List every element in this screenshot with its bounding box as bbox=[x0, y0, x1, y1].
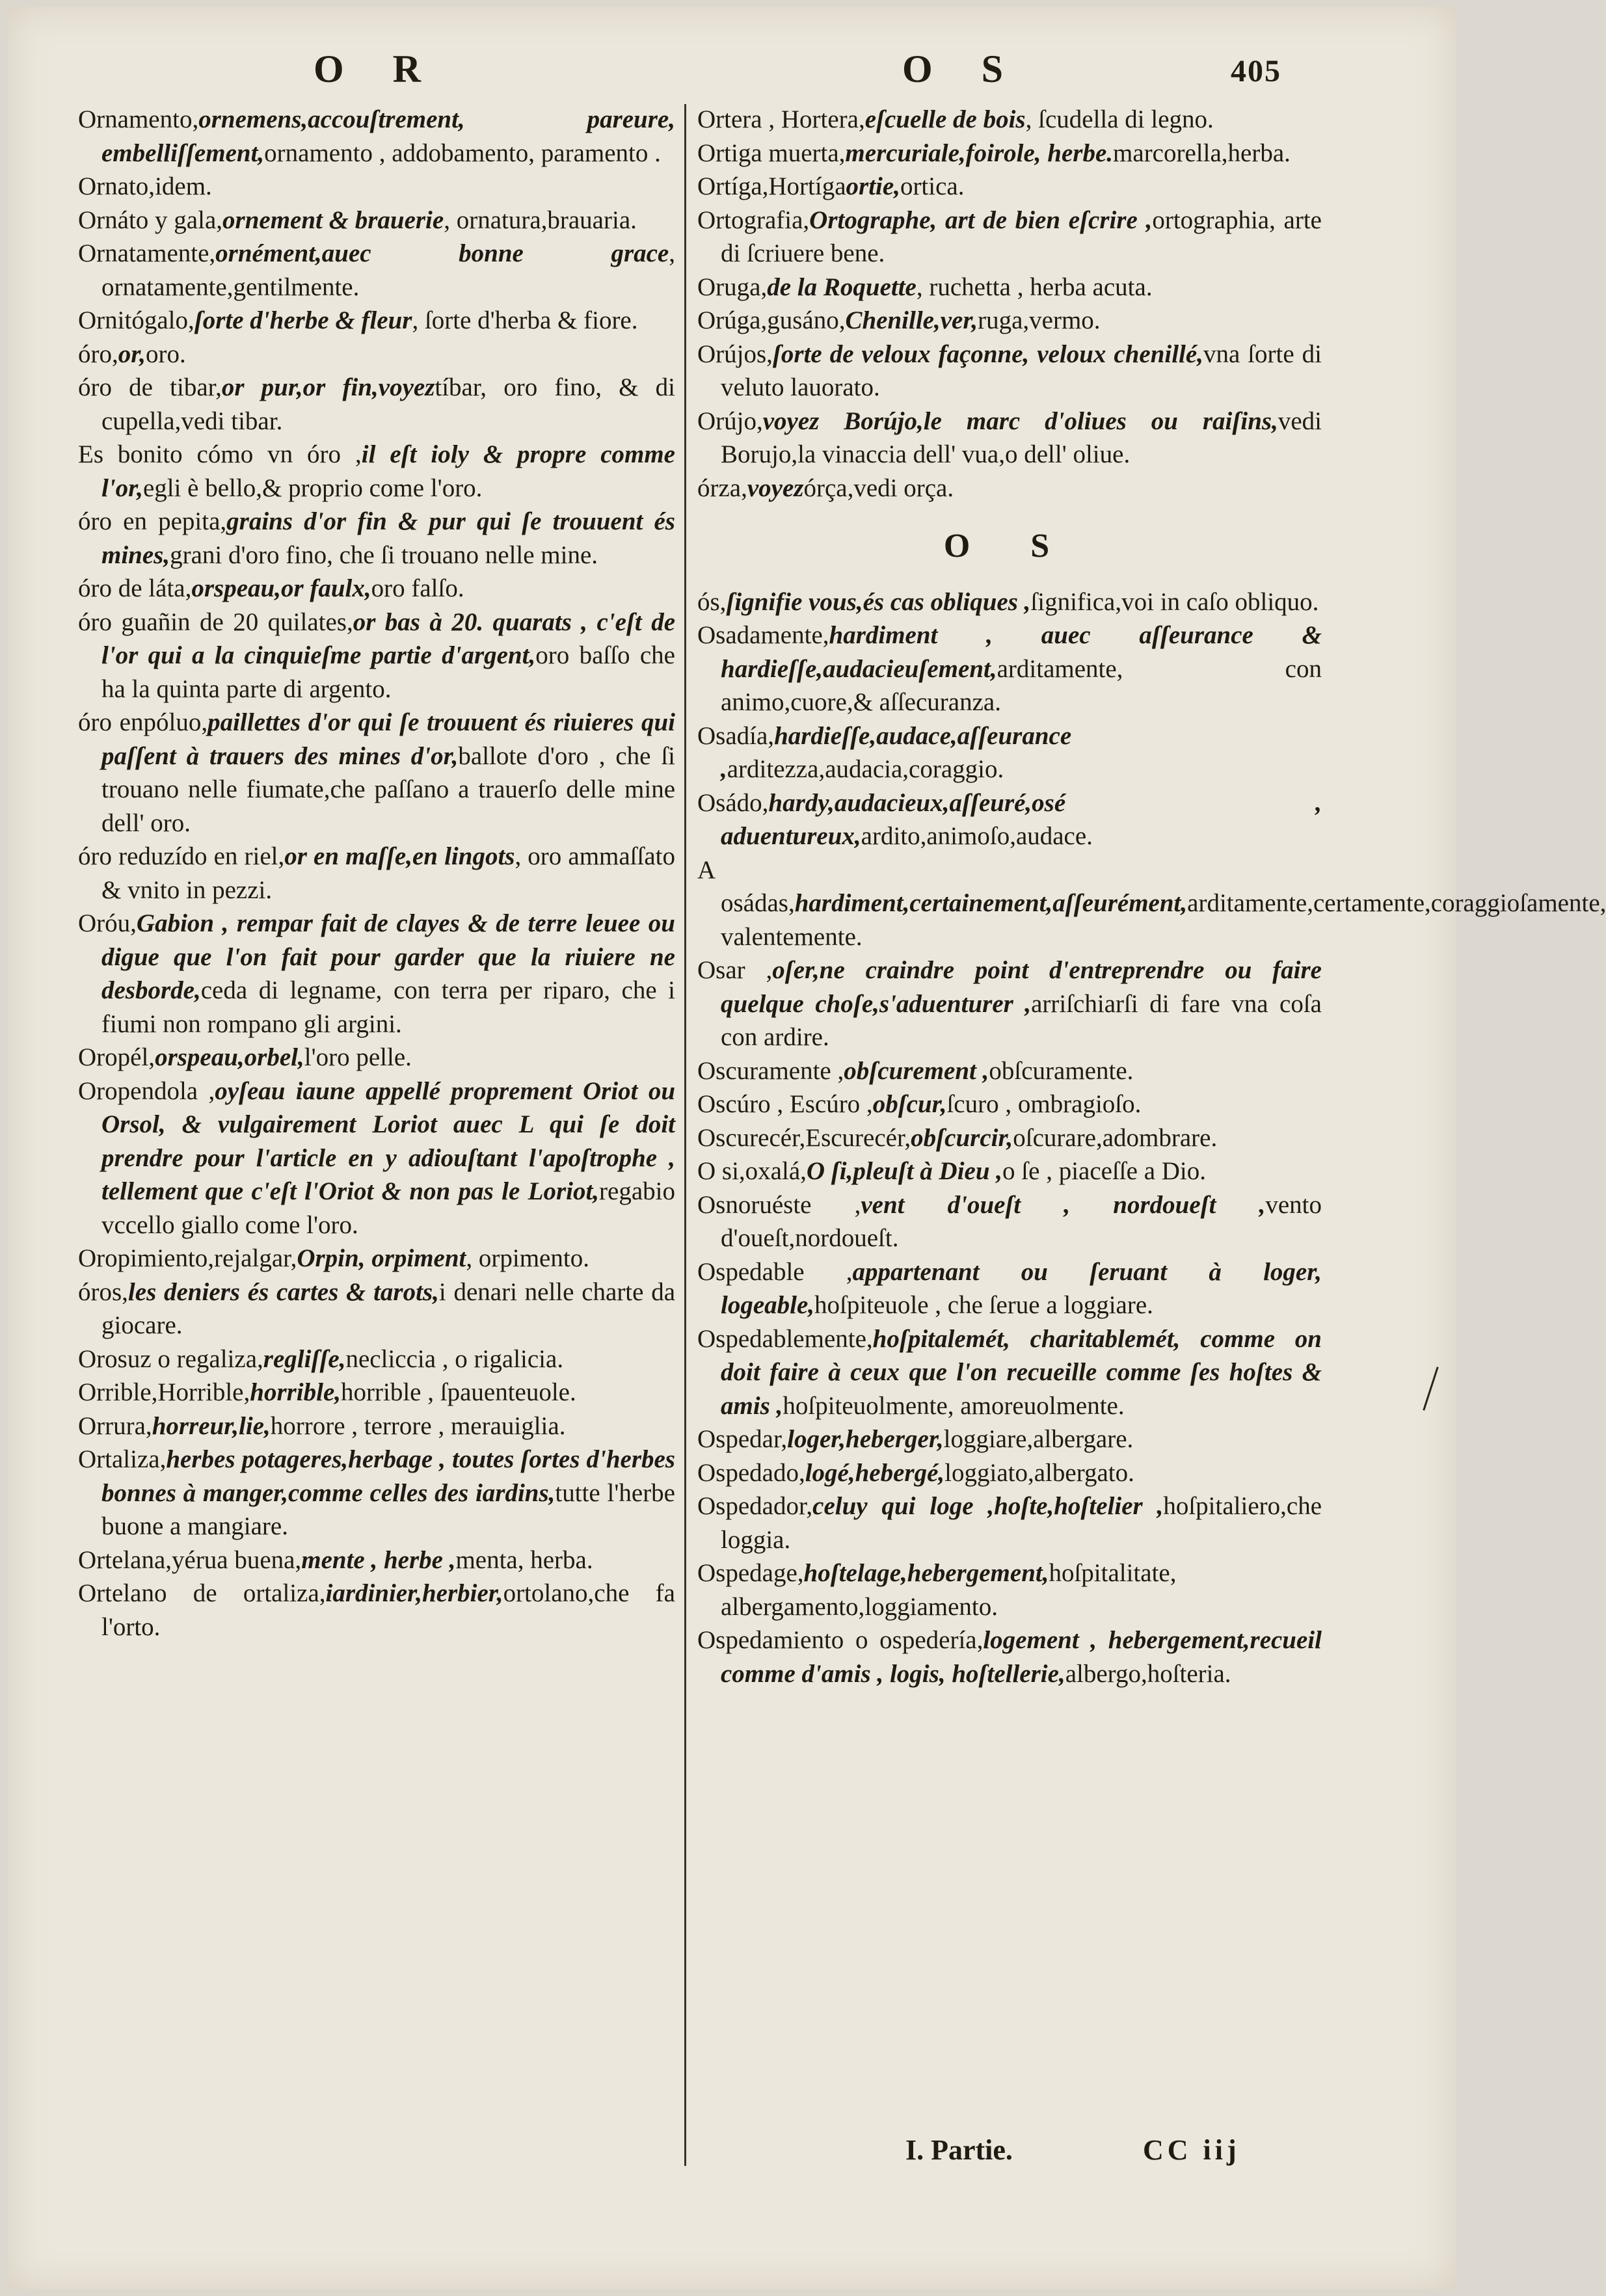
spanish-headword: Ornato, bbox=[78, 172, 155, 200]
dictionary-entry bbox=[697, 1054, 1322, 1088]
italian-gloss: hoſpitaliero,che loggia. bbox=[721, 1492, 1322, 1554]
italian-gloss: ortographia, arte di ſcriuere bene. bbox=[721, 206, 1322, 267]
dictionary-entry bbox=[697, 1121, 1322, 1155]
french-gloss: paillettes d'or qui ſe trouuent és riuieres qui paſſent à trauers des mines d'or, bbox=[101, 708, 675, 770]
dictionary-entry bbox=[78, 907, 675, 1041]
spanish-headword: Ornitógalo, bbox=[78, 306, 194, 334]
italian-gloss: ruga,vermo. bbox=[978, 306, 1101, 334]
italian-gloss: , ſorte d'herba & fiore. bbox=[412, 306, 638, 334]
dictionary-entry bbox=[697, 1188, 1322, 1255]
italian-gloss: hoſpiteuolmente, amoreuolmente. bbox=[783, 1391, 1125, 1420]
french-gloss: herbes potageres,herbage , toutes ſortes d'herbes bonnes à manger,comme celles des iardins, bbox=[101, 1445, 675, 1507]
french-gloss: hoſpitalemét, charitablemét, comme on doit faire à ceux que l'on recueille comme ſes hoſtes & amis , bbox=[721, 1324, 1322, 1420]
dictionary-entry bbox=[697, 619, 1322, 719]
spanish-headword: óros, bbox=[78, 1277, 128, 1306]
dictionary-entry bbox=[78, 338, 675, 371]
french-gloss: celuy qui loge ,hoſte,hoſtelier , bbox=[812, 1492, 1164, 1520]
spanish-headword: Ornamento, bbox=[78, 105, 199, 133]
italian-gloss: ſignifica,voi in caſo obliquo. bbox=[1030, 587, 1319, 616]
italian-gloss: necliccia , o rigalicia. bbox=[345, 1344, 564, 1373]
italian-gloss: tutte l'herbe buone a mangiare. bbox=[101, 1478, 675, 1540]
french-gloss: ſorte d'herbe & fleur bbox=[194, 306, 412, 334]
french-gloss: loger,heberger, bbox=[787, 1425, 944, 1453]
italian-gloss: grani d'oro fino, che ſi trouano nelle mine. bbox=[170, 541, 598, 569]
french-gloss: hardy,audacieux,aſſeuré,osé , aduentureux, bbox=[721, 788, 1322, 850]
italian-gloss: vedi Borujo,la vinaccia dell' vua,o dell' oliue. bbox=[721, 407, 1322, 468]
spanish-headword: óro de tibar, bbox=[78, 373, 222, 401]
spanish-headword: Oropimiento,rejalgar, bbox=[78, 1244, 297, 1272]
french-gloss: obſcur, bbox=[872, 1090, 947, 1118]
italian-gloss: oro. bbox=[146, 340, 186, 368]
spanish-headword: Osadía, bbox=[697, 721, 775, 750]
section-heading-os: O S bbox=[943, 527, 1076, 565]
italian-gloss: , oro ammaſſato & vnito in pezzi. bbox=[101, 842, 675, 904]
dictionary-entry bbox=[78, 1242, 675, 1275]
spanish-headword: óro en pepita, bbox=[78, 507, 227, 535]
french-gloss: de la Roquette bbox=[767, 273, 917, 301]
spanish-headword: Ornatamente, bbox=[78, 239, 216, 267]
italian-gloss: oſcurare,adombrare. bbox=[1013, 1123, 1218, 1152]
italian-gloss: horrore , terrore , merauiglia. bbox=[270, 1411, 566, 1440]
spanish-headword: Oscúro , Escúro , bbox=[697, 1090, 873, 1118]
italian-gloss: obſcuramente. bbox=[989, 1056, 1134, 1085]
french-gloss: obſcurement , bbox=[844, 1056, 989, 1085]
spanish-headword: Osnoruéste , bbox=[697, 1190, 861, 1219]
dictionary-entry bbox=[78, 840, 675, 907]
dictionary-entry bbox=[697, 271, 1322, 304]
french-gloss: O ſi,pleuſt à Dieu , bbox=[806, 1157, 1003, 1185]
italian-gloss: , ornatura,brauaria. bbox=[444, 206, 637, 234]
spanish-headword: Ospedar, bbox=[697, 1425, 788, 1453]
french-gloss: or pur,or fin,voyez bbox=[221, 373, 435, 401]
italian-gloss: vento d'oueſt,nordoueſt. bbox=[721, 1190, 1322, 1252]
spanish-headword: óro guañin de 20 quilates, bbox=[78, 607, 353, 636]
dictionary-entry bbox=[78, 1041, 675, 1075]
french-gloss: Chenille,ver, bbox=[845, 306, 978, 334]
dictionary-entry bbox=[697, 1322, 1322, 1423]
dictionary-entry bbox=[78, 572, 675, 606]
dictionary-entry bbox=[78, 1342, 675, 1376]
spanish-headword: Oscuramente , bbox=[697, 1056, 844, 1085]
italian-gloss: horrible , ſpauenteuole. bbox=[341, 1378, 576, 1406]
spanish-headword: Ospedage, bbox=[697, 1559, 804, 1587]
column-divider bbox=[684, 104, 686, 2166]
dictionary-entry bbox=[78, 438, 675, 505]
spanish-headword: Ortelano de ortaliza, bbox=[78, 1579, 326, 1607]
french-gloss: hoſtelage,hebergement, bbox=[803, 1559, 1049, 1587]
french-gloss: iardinier,herbier, bbox=[325, 1579, 503, 1607]
french-gloss: logé,hebergé, bbox=[805, 1458, 945, 1487]
right-column bbox=[697, 103, 1606, 1690]
italian-gloss: o ſe , piaceſſe a Dio. bbox=[1002, 1157, 1206, 1185]
spanish-headword: Oscurecér,Escurecér, bbox=[697, 1123, 911, 1152]
spanish-headword: Osar , bbox=[697, 956, 773, 984]
italian-gloss: vna ſorte di veluto lauorato. bbox=[721, 340, 1322, 401]
french-gloss: orspeau,orbel, bbox=[155, 1043, 304, 1071]
dictionary-entry bbox=[697, 338, 1322, 405]
spanish-headword: Ornáto y gala, bbox=[78, 206, 223, 234]
dictionary-entry bbox=[697, 1422, 1322, 1456]
french-gloss: Orpin, orpiment bbox=[297, 1244, 466, 1272]
spanish-headword: Osadamente, bbox=[697, 621, 829, 649]
italian-gloss: loggiare,albergare. bbox=[943, 1425, 1134, 1453]
running-head-left: O R bbox=[314, 47, 440, 90]
italian-gloss: ardito,animoſo,audace. bbox=[861, 822, 1093, 850]
french-gloss: oyſeau iaune appellé proprement Oriot ou Orsol, & vulgairement Loriot auec L qui ſe doit prendre pour l'article en y adiouſtant l'apoſtrophe , tellement que c'eſt l'Oriot & non pas le Loriot, bbox=[101, 1076, 676, 1205]
spanish-headword: Ortíga,Hortíga bbox=[697, 172, 846, 200]
french-gloss: ſignifie vous,és cas obliques , bbox=[726, 587, 1031, 616]
spanish-headword: Ospedador, bbox=[697, 1492, 813, 1520]
dictionary-entry bbox=[697, 1623, 1322, 1690]
french-gloss: logement , hebergement,recueil comme d'amis , logis, hoſtellerie, bbox=[721, 1626, 1322, 1688]
french-gloss: or, bbox=[118, 340, 146, 368]
french-gloss: eſcuelle de bois bbox=[864, 105, 1026, 133]
italian-gloss: ortica. bbox=[900, 172, 965, 200]
spanish-headword: ós, bbox=[697, 587, 727, 616]
spanish-headword: Orrura, bbox=[78, 1411, 152, 1440]
dictionary-entry bbox=[78, 304, 675, 338]
italian-gloss: órça,vedi orça. bbox=[803, 474, 954, 502]
dictionary-entry bbox=[697, 853, 1606, 954]
french-gloss: Ortographe, art de bien eſcrire , bbox=[809, 206, 1153, 234]
french-gloss: horreur,lie, bbox=[152, 1411, 271, 1440]
french-gloss: horrible, bbox=[250, 1378, 341, 1406]
french-gloss: or bas à 20. quarats , c'eſt de l'or qui a la cinquieſme partie d'argent, bbox=[101, 607, 675, 669]
italian-gloss: arditezza,audacia,coraggio. bbox=[727, 755, 1004, 783]
dictionary-page bbox=[8, 7, 1606, 2289]
spanish-headword: óro, bbox=[78, 340, 118, 368]
spanish-headword: Oruga, bbox=[697, 273, 768, 301]
french-gloss: hardiment , auec aſſeurance & hardieſſe,audacieuſement, bbox=[721, 621, 1322, 683]
italian-gloss: hoſpiteuole , che ſerue a loggiare. bbox=[814, 1291, 1153, 1319]
french-gloss: mente , herbe , bbox=[301, 1545, 456, 1574]
spanish-headword: Ortera , Hortera, bbox=[697, 105, 865, 133]
right-column-os-entries bbox=[697, 585, 1606, 1691]
italian-gloss: ballote d'oro , che ſi trouano nelle fiumate,che paſſano a trauerſo delle mine dell' oro. bbox=[101, 741, 676, 837]
italian-gloss: menta, herba. bbox=[455, 1545, 593, 1574]
french-gloss: ſorte de veloux façonne, veloux chenillé, bbox=[772, 340, 1203, 368]
spanish-headword: Ospedable , bbox=[697, 1257, 853, 1286]
spanish-headword: óro enpóluo, bbox=[78, 708, 208, 736]
french-gloss: ornement & brauerie bbox=[222, 206, 444, 234]
spanish-headword: Oróu, bbox=[78, 909, 137, 937]
french-gloss: ortie, bbox=[846, 172, 900, 200]
dictionary-entry bbox=[697, 405, 1322, 472]
french-gloss: il eſt ioly & propre comme l'or, bbox=[101, 440, 675, 502]
spanish-headword: Ospedado, bbox=[697, 1458, 805, 1487]
spanish-headword: Ortografia, bbox=[697, 206, 810, 234]
dictionary-entry bbox=[697, 954, 1322, 1054]
spanish-headword: Ortiga muerta, bbox=[697, 139, 846, 167]
italian-gloss: , ruchetta , herba acuta. bbox=[916, 273, 1153, 301]
italian-gloss: , orpimento. bbox=[466, 1244, 589, 1272]
italian-gloss: l'oro pelle. bbox=[304, 1043, 412, 1071]
italian-gloss: oro falſo. bbox=[371, 574, 464, 602]
italian-gloss: i denari nelle charte da giocare. bbox=[101, 1277, 676, 1339]
spanish-headword: Oropél, bbox=[78, 1043, 155, 1071]
dictionary-entry bbox=[697, 1456, 1322, 1490]
dictionary-entry bbox=[697, 1489, 1322, 1556]
french-gloss: hardiment,certainement,aſſeurément, bbox=[794, 889, 1188, 917]
french-gloss: les deniers és cartes & tarots, bbox=[127, 1277, 439, 1306]
italian-gloss: arditamente, con animo,cuore,& aſſecuranza. bbox=[721, 654, 1322, 716]
spanish-headword: Es bonito cómo vn óro , bbox=[78, 440, 362, 468]
spanish-headword: Orosuz o regaliza, bbox=[78, 1344, 263, 1373]
dictionary-entry bbox=[697, 137, 1322, 170]
french-gloss: voyez bbox=[747, 474, 804, 502]
french-gloss: oſer,ne craindre point d'entreprendre ou faire quelque choſe,s'aduenturer , bbox=[721, 956, 1322, 1018]
dictionary-entry bbox=[78, 1443, 675, 1543]
dictionary-entry bbox=[78, 170, 675, 204]
french-gloss: grains d'or fin & pur qui ſe trouuent és mines, bbox=[101, 507, 675, 569]
french-gloss: obſcurcir, bbox=[911, 1123, 1013, 1152]
dictionary-entry bbox=[697, 786, 1322, 853]
french-gloss: hardieſſe,audace,aſſeurance , bbox=[721, 721, 1072, 783]
spanish-headword: Oropendola , bbox=[78, 1076, 215, 1105]
footer-signature: CC iij bbox=[1143, 2134, 1240, 2166]
dictionary-entry bbox=[697, 204, 1322, 271]
page-number: 405 bbox=[1231, 54, 1281, 88]
dictionary-entry bbox=[78, 204, 675, 237]
spanish-headword: Orrible,Horrible, bbox=[78, 1378, 250, 1406]
dictionary-entry bbox=[697, 719, 1322, 786]
dictionary-entry bbox=[697, 1088, 1322, 1121]
dictionary-entry bbox=[78, 1577, 675, 1644]
italian-gloss: arditamente,certamente,coraggioſamente, valentemente. bbox=[721, 889, 1606, 951]
running-head-right: O S bbox=[902, 47, 1023, 90]
italian-gloss: loggiato,albergato. bbox=[944, 1458, 1134, 1487]
spanish-headword: A osádas, bbox=[697, 855, 795, 917]
french-gloss: Gabion , rempar fait de clayes & de terre leuee ou digue que l'on fait pour garder que la riuiere ne desborde, bbox=[101, 909, 675, 1004]
italian-gloss: idem. bbox=[155, 172, 212, 200]
italian-gloss: ortolano,che fa l'orto. bbox=[101, 1579, 675, 1641]
spanish-headword: Ortaliza, bbox=[78, 1445, 167, 1473]
spanish-headword: Orújos, bbox=[697, 340, 773, 368]
french-gloss: voyez Borújo,le marc d'oliues ou raiſins, bbox=[762, 407, 1278, 435]
italian-gloss: egli è bello,& proprio come l'oro. bbox=[142, 474, 483, 502]
italian-gloss: ceda di legname, con terra per riparo, che i fiumi non rompano gli argini. bbox=[101, 976, 675, 1038]
italian-gloss: albergo,hoſteria. bbox=[1065, 1659, 1231, 1688]
dictionary-entry bbox=[78, 371, 675, 438]
dictionary-entry bbox=[697, 1155, 1322, 1188]
french-gloss: regliſſe, bbox=[263, 1344, 346, 1373]
dictionary-entry bbox=[78, 505, 675, 572]
french-gloss: mercuriale,foirole, herbe. bbox=[845, 139, 1114, 167]
spanish-headword: Ortelana,yérua buena, bbox=[78, 1545, 302, 1574]
dictionary-entry bbox=[697, 304, 1322, 338]
spanish-headword: Orújo, bbox=[697, 407, 763, 435]
italian-gloss: hoſpitalitate, albergamento,loggiamento. bbox=[721, 1559, 1177, 1621]
dictionary-entry bbox=[697, 170, 1322, 204]
right-column-or-entries bbox=[697, 103, 1322, 505]
french-gloss: orspeau,or faulx, bbox=[191, 574, 371, 602]
left-column bbox=[78, 103, 675, 1644]
italian-gloss: ornamento , addobamento, paramento . bbox=[264, 139, 661, 167]
spanish-headword: óro reduzído en riel, bbox=[78, 842, 285, 870]
margin-pen-mark bbox=[1423, 1367, 1438, 1411]
dictionary-entry bbox=[697, 1556, 1322, 1623]
italian-gloss: , ornatamente,gentilmente. bbox=[101, 239, 675, 301]
dictionary-entry bbox=[78, 706, 675, 840]
spanish-headword: Orúga,gusáno, bbox=[697, 306, 846, 334]
spanish-headword: órza, bbox=[697, 474, 747, 502]
dictionary-entry bbox=[78, 1075, 675, 1242]
dictionary-entry bbox=[697, 103, 1322, 137]
dictionary-entry bbox=[78, 103, 675, 170]
italian-gloss: oro baſſo che ha la quinta parte di argento. bbox=[101, 641, 675, 703]
dictionary-entry bbox=[78, 1376, 675, 1409]
spanish-headword: Ospedamiento o ospedería, bbox=[697, 1626, 984, 1654]
dictionary-entry bbox=[697, 585, 1322, 619]
italian-gloss: tíbar, oro fino, & di cupella,vedi tibar. bbox=[101, 373, 675, 435]
italian-gloss: arriſchiarſi di fare vna coſa con ardire. bbox=[721, 989, 1322, 1051]
dictionary-entry bbox=[78, 1409, 675, 1443]
french-gloss: appartenant ou ſeruant à loger, logeable, bbox=[721, 1257, 1322, 1319]
dictionary-entry bbox=[78, 237, 675, 304]
spanish-headword: O si,oxalá, bbox=[697, 1157, 807, 1185]
french-gloss: vent d'oueſt , nordoueſt , bbox=[861, 1190, 1266, 1219]
italian-gloss: marcorella,herba. bbox=[1113, 139, 1291, 167]
french-gloss: ornemens,accouſtrement, pareure, embelliſſement, bbox=[101, 105, 675, 167]
spanish-headword: Osádo, bbox=[697, 788, 769, 817]
french-gloss: or en maſſe,en lingots bbox=[284, 842, 515, 870]
spanish-headword: Ospedablemente, bbox=[697, 1324, 873, 1353]
dictionary-entry bbox=[697, 472, 1322, 505]
dictionary-entry bbox=[78, 606, 675, 706]
footer-part-label: I. Partie. bbox=[905, 2134, 1013, 2166]
dictionary-entry bbox=[78, 1543, 675, 1577]
italian-gloss: ſcuro , ombragioſo. bbox=[946, 1090, 1142, 1118]
dictionary-entry bbox=[697, 1255, 1322, 1322]
dictionary-entry bbox=[78, 1275, 675, 1342]
spanish-headword: óro de láta, bbox=[78, 574, 192, 602]
french-gloss: ornément,auec bonne grace bbox=[215, 239, 669, 267]
italian-gloss: , ſcudella di legno. bbox=[1025, 105, 1214, 133]
italian-gloss: regabio vccello giallo come l'oro. bbox=[101, 1177, 675, 1239]
